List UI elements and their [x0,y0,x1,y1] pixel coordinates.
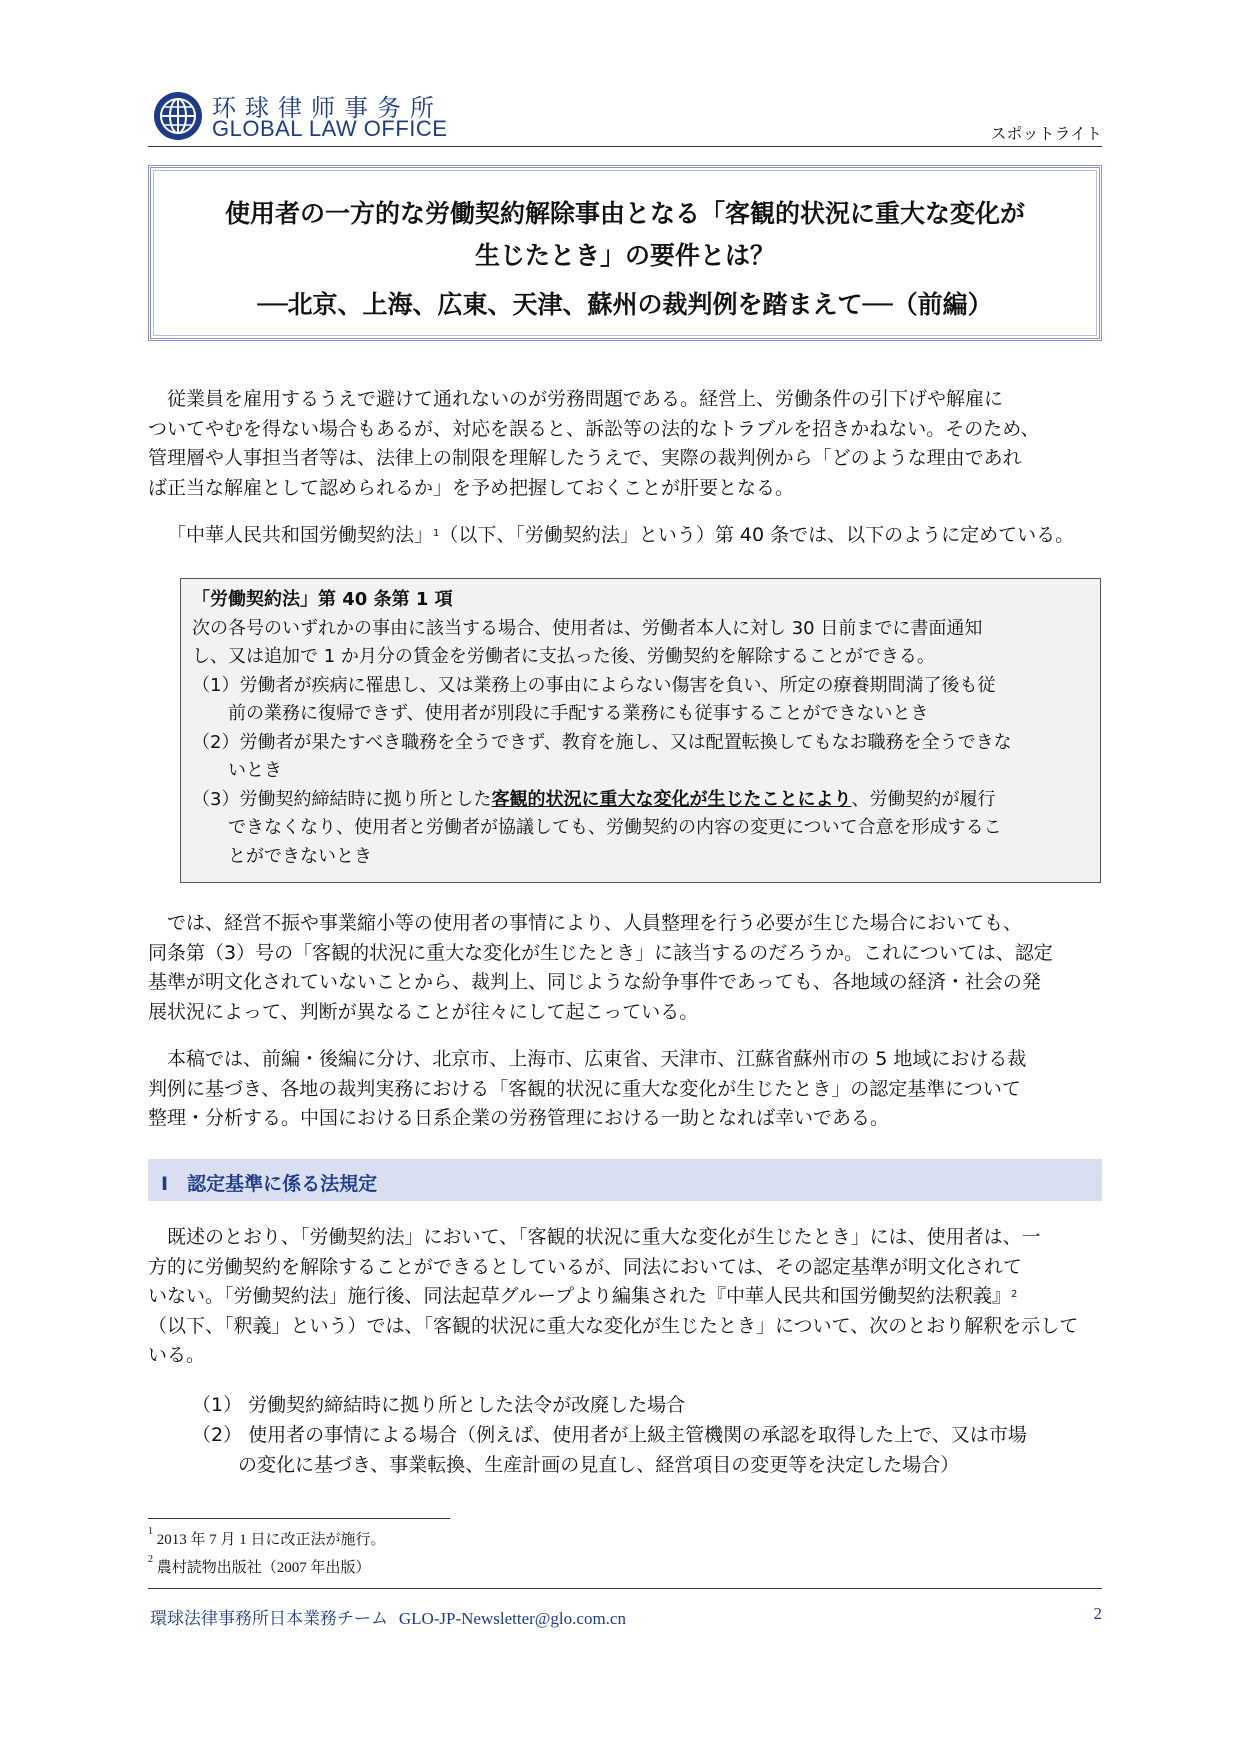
text-line: ついてやむを得ない場合もあるが、対応を誤ると、訴訟等の法的なトラブルを招きかねない。そのため、 [148,417,1040,440]
section-label: スポットライト [990,124,1102,143]
text-line: （以下、「釈義」という）では、「客観的状況に重大な変化が生じたとき」について、次のとおり解釈を示して [148,1314,1079,1337]
text-line: 本稿では、前編・後編に分け、北京市、上海市、広東省、天津市、江蘇省蘇州市の 5 地域における裁 [167,1048,1027,1070]
footnote-number: 2 [148,1554,153,1565]
emphasis-text: 客観的状況に重大な変化が生じたことにより [491,789,852,810]
quote-line: し、又は追加で 1 か月分の賃金を労働者に支払った後、労働契約を解除することができる。 [192,646,935,667]
text-line: 基準が明文化されていないことから、裁判上、同じような紛争事件であっても、各地域の経済・社会の発 [148,971,1041,993]
text-fragment: （3）労働契約締結時に拠り所とした [192,789,492,810]
text-fragment: （以下、「労働契約法」という）第 40 条では、以下のように定めている。 [439,524,1075,546]
quote-line: とができないとき [192,846,372,867]
text-line: 同条第（3）号の「客観的状況に重大な変化が生じたとき」に該当するのだろうか。これについては、認定 [148,941,1053,964]
footnote-text: 2013 年 7 月 1 日に改正法が施行。 [156,1532,386,1548]
quote-line: （1）労働者が疾病に罹患し、又は業務上の事由によらない傷害を負い、所定の療養期間満了後も従 [192,675,996,696]
law-name: 「中華人民共和国労働契約法」 [167,524,434,546]
body-paragraph-3 [148,909,1104,1027]
footer-team: 環球法律事務所日本業務チーム [150,1609,388,1629]
footnote [148,1556,371,1577]
text-line: ば正当な解雇として認められるか」を予め把握しておくことが肝要となる。 [148,476,795,499]
text-line [148,521,1104,551]
text-fragment: いない。「労働契約法」施行後、同法起草グループより編集された『中華人民共和国労働契約法釈義』 [148,1285,1011,1307]
text-line: 方的に労働契約を解除することができるとしているが、同法においては、その認定基準が明文化されて [148,1255,1023,1278]
text-line: いる。 [148,1344,206,1366]
footer-credit [150,1604,626,1629]
logo-english-name: GLOBAL LAW OFFICE [212,116,448,141]
intro-paragraph-2 [148,521,1104,551]
footnote-number: 1 [148,1526,153,1537]
list-item-continuation: の変化に基づき、事業転換、生産計画の見直し、経営項目の変更等を決定した場合） [238,1454,960,1476]
section-heading [148,1159,1102,1201]
list-item: （1） 労働契約締結時に拠り所とした法令が改廃した場合 [192,1394,686,1416]
globe-icon [152,90,204,142]
text-line: では、経営不振や事業縮小等の使用者の事情により、人員整理を行う必要が生じた場合においても、 [167,912,1023,934]
title-line-1: 使用者の一方的な労働契約解除事由となる「客観的状況に重大な変化が [224,199,1025,228]
footer-divider [148,1588,1102,1589]
quote-line: できなくなり、使用者と労働者が協議しても、労働契約の内容の変更について合意を形成するこ [192,817,1002,838]
quote-heading: 「労働契約法」第 40 条第 1 項 [192,589,453,610]
intro-paragraph-1 [148,385,1104,503]
title-line-2: 生じたとき」の要件とは？ [474,241,775,270]
text-fragment: 、労働契約が履行 [851,789,996,810]
quote-line: 前の業務に復帰できず、使用者が別段に手配する業務にも従事することができないとき [192,703,929,724]
body-paragraph-4 [148,1045,1104,1134]
text-line: 判例に基づき、各地の裁判実務における「客観的状況に重大な変化が生じたとき」の認定基準について [148,1077,1021,1100]
section1-paragraph [148,1223,1104,1371]
logo-chinese-name: 环球律师事务所 [212,94,443,122]
section-heading-text: I 認定基準に係る法規定 [161,1173,378,1195]
firm-logo [152,84,452,154]
page-number: 2 [1093,1604,1102,1623]
list-item: （2） 使用者の事情による場合（例えば、使用者が上級主管機関の承認を取得した上で、又は市場 [192,1424,1027,1446]
footnote-text: 農村読物出版社（2007 年出版） [156,1560,371,1576]
title-box [148,165,1102,341]
footnote [148,1528,386,1549]
statute-quote-box [180,578,1101,883]
footer-email-link[interactable]: GLO-JP-Newsletter@glo.com.cn [398,1609,626,1628]
text-line: 展状況によって、判断が異なることが往々にして起こっている。 [148,1000,699,1023]
text-line: 整理・分析する。中国における日系企業の労務管理における一助となれば幸いである。 [148,1107,890,1129]
quote-item-3 [192,785,995,811]
quote-line: （2）労働者が果たすべき職務を全うできず、教育を施し、又は配置転換してもなお職務を全うできな [192,732,1012,753]
header-divider [148,146,1102,147]
footnote-divider [148,1518,450,1519]
quote-line: いとき [192,760,282,781]
text-line [148,1282,1104,1312]
footnote-ref: 2 [1010,1289,1018,1300]
quote-line: 次の各号のいずれかの事由に該当する場合、使用者は、労働者本人に対し 30 日前までに書面通知 [192,618,983,639]
text-line: 既述のとおり、「労働契約法」において、「客観的状況に重大な変化が生じたとき」には、使用者は、一 [167,1226,1041,1248]
text-line: 管理層や人事担当者等は、法律上の制限を理解したうえで、実際の裁判例から「どのような理由であれ [148,447,1022,469]
footnote-ref: 1 [433,528,440,539]
text-line: 従業員を雇用するうえで避けて通れないのが労務問題である。経営上、労働条件の引下げや解雇に [167,388,1004,410]
subtitle: ──北京、上海、広東、天津、蘇州の裁判例を踏まえて──（前編） [257,290,993,319]
